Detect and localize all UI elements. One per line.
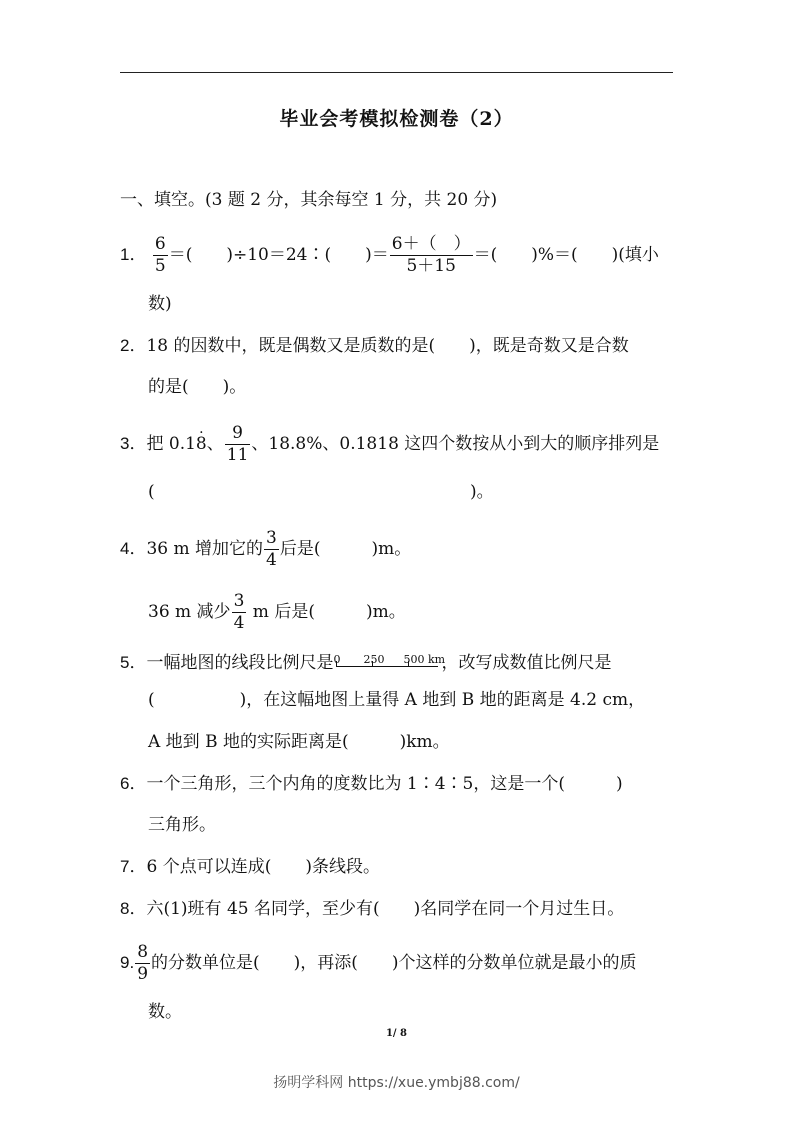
question-5-cont2: A 地到 B 地的实际距离是( )km。: [148, 732, 450, 752]
section-heading: 一、填空。(3 题 2 分，其余每空 1 分，共 20 分): [120, 190, 498, 210]
question-3-blank-close: )。: [470, 482, 494, 502]
question-2-cont: 的是( )。: [148, 377, 247, 397]
fraction: $\frac{8}{9}$: [137, 942, 149, 984]
question-6-cont: 三角形。: [148, 815, 216, 835]
question-5-cont: ( )，在这幅地图上量得 A 地到 B 地的距离是 4.2 cm，: [148, 690, 646, 710]
page-title: 毕业会考模拟检测卷（2）: [279, 108, 514, 130]
question-4-second: 36 m 减少 $\frac{3}{4}$ m 后是( )m。: [148, 591, 406, 633]
question-1-cont: 数): [148, 294, 172, 314]
page-number: 1/ 8: [385, 1028, 408, 1039]
header-rule: [120, 72, 673, 73]
fraction: $\frac{9}{11}$: [226, 423, 249, 465]
repeating-digit: 8 ·: [196, 432, 207, 456]
question-4: 4．36 m 增加它的 $\frac{3}{4}$ 后是( )m。: [120, 528, 412, 570]
fraction: $\frac{3}{4}$: [266, 528, 277, 570]
question-5: 5．一幅地图的线段比例尺是 0 250 500 km ，改写成数值比例尺是: [120, 648, 611, 675]
fraction: $\frac{3}{4}$: [233, 591, 245, 633]
fraction: $\frac{6}{5}$: [154, 234, 166, 276]
question-3-blank-open: (: [148, 482, 155, 502]
question-1: 1． $\frac{6}{5}$ ＝( )÷10＝24∶( )＝ $\frac{6+( )}{5+15}$ ＝( )%＝( )(填小: [120, 234, 659, 276]
scale-bar: 0 250 500 km: [333, 653, 446, 666]
question-9-cont: 数。: [148, 1002, 182, 1022]
fraction: $\frac{6+( )}{5+15}$: [391, 234, 471, 276]
question-6: 6．一个三角形，三个内角的度数比为 1∶4∶5，这是一个( ): [120, 774, 623, 794]
question-9: 9. $\frac{8}{9}$ 的分数单位是( )，再添( )个这样的分数单位就是最小的质: [120, 942, 637, 984]
question-8: 8．六(1)班有 45 名同学，至少有( )名同学在同一个月过生日。: [120, 899, 625, 919]
footer-watermark: 扬明学科网 https://xue.ymbj88.com/: [273, 1075, 520, 1091]
question-3: 3．把 0.18 ·、 $\frac{9}{11}$ 、18.8%、0.1818 这四个数按从小到大的顺序排列是: [120, 425, 659, 464]
question-2: 2．18 的因数中，既是偶数又是质数的是( )，既是奇数又是合数: [120, 336, 629, 356]
question-7: 7．6 个点可以连成( )条线段。: [120, 857, 380, 877]
